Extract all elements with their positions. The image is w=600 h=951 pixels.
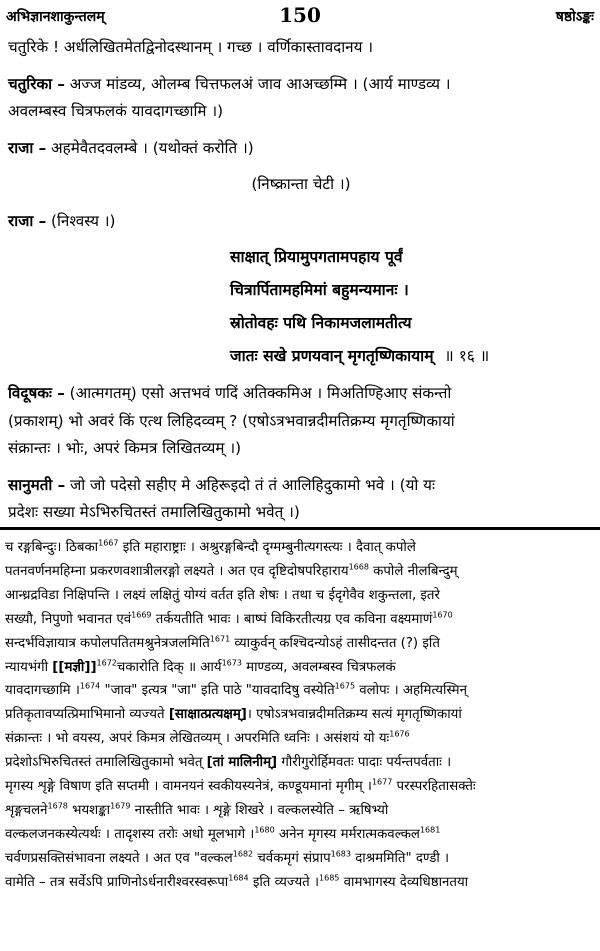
note-line: सन्दर्भविज्ञायात्र कपोलपतितमश्रुनेत्रजलमिति$^{1671}$ व्याकुर्वन् कश्चिदन्योऽहं तासीदन्तत (?) इति [5,634,440,651]
note-ref: 1679 [110,801,131,811]
note-ref: 1671 [209,634,231,644]
note-line: वल्कलजनकस्येत्यर्थः । तादृशस्य तरोः अधो मूलभागे ।$^{1680}$ अनेन मृगस्य मर्मरात्मकवल्कल$^{1681}$ [5,825,441,842]
dialogue-vidushaka-cont: संक्रान्तः । भोः, अपरं किमत्र लिखितव्यम् ।) [8,439,242,457]
dialogue-vidushaka-cont: (प्रकाशम्) भो अवरं किं एत्थ लिहिदव्वम् ? (एषोऽत्रभवान्नदीमतिक्रम्य मृगतृष्णिकायां [8,411,455,430]
note-ref: 1682 [232,849,254,859]
dialogue-chaturika: चतुरिका – अज्ज मांडव्य, ओलम्ब चित्तफलअं जाव आअच्छम्मि । (आर्य माण्डव्य । [8,74,451,93]
speaker-sanumati: सानुमती – [8,475,66,494]
note-ref: 1685 [319,873,340,883]
note-line: आन्ध्रद्रविडा निक्षिपन्ति । लक्ष्यं लक्षितुं योग्यं वर्तत इति शेषः । तथा च ईदृगेवैव शकुन्तला, इतरे [5,587,440,603]
running-title: अभिज्ञानशाकुन्तलम् [6,9,105,25]
note-line: सख्यौ, निपुणो भवानत एवं$^{1669}$ तर्कयतीति भावः । बाष्पं विकिरतीत्यग्र एव कविना वक्ष्यमाणं$^{1670}$ [5,610,453,627]
note-line: संक्रान्तः । भो वयस्य, अपरं किमत्र लेखितव्यम् । अपरमिति ध्वनिः । असंशयं यो यः$^{1676}$ [5,729,410,747]
line-chaturike-address: चतुरिके ! अर्धलिखितमेतद्विनोदस्थानम् । गच्छ । वर्णिकास्तावदानय । [8,38,373,56]
speaker-raja: राजा – [8,211,47,230]
verse-number: ॥ १६ ॥ [444,347,490,365]
dialogue-sanumati-cont: प्रदेशः सख्या मेऽभिरुचितस्तं तमालिखितुकामो भवेत् ।) [8,503,300,521]
note-ref: 1683 [330,849,351,859]
stage-direction-exit: (निष्क्रान्ता चेटी ।) [251,175,351,193]
speaker-vidushaka: विदूषकः – [8,384,65,402]
note-line: यावदागच्छामि ।$^{1674}$ "जाव" इत्यत्र "जा" इति पाठे "यावदादिषु वस्येति$^{1675}$ वलोपः । अहमित्यस्मिन् [5,682,467,699]
note-ref: 1669 [131,610,152,620]
note-ref: 1668 [348,562,369,572]
note-line: प्रतिकृतावप्यत्प्रिमाभिमानो व्यज्यते [साक्षात्प्रत्यक्षम्]। एषोऽत्रभवान्नदीमतिक्रम्य सत्यं मृगतृष्णिकायां [5,707,462,723]
page-header [6,3,594,27]
speaker-chaturika: चतुरिका – [8,74,65,93]
note-ref: 1680 [254,825,275,835]
dialogue-chaturika-cont: अवलम्बस्व चित्रफलकं यावदागच्छामि ।) [8,102,224,120]
note-ref: 1677 [371,777,393,787]
verse-line: चित्रार्पितामहमिमां बहुमन्यमानः । [230,281,409,299]
note-line: प्रदेशोऽभिरुचितस्तं तमालिखितुकामो भवेत् [तां मालिनीम्] गौरीगुरोर्हिमवतः पादाः पर्यन्तपर्वताः । [5,755,452,771]
note-line: वामेति – तत्र सर्वेऽपि प्राणिनोऽर्धनारीश्वरस्वरूपा$^{1684}$ इति व्यज्यते ।$^{1685}$ वामभागस्य देव्यधिष्ठानतया [5,873,469,890]
note-ref: 1678 [47,801,68,811]
dialogue-vidushaka: विदूषकः – (आत्मगतम्) एसो अत्तभवं णदिं अतिक्कमिअ । मिअतिण्हिआए संकन्तो [8,384,452,402]
note-ref: 1674 [79,682,101,692]
note-line: शृङ्गचलने$^{1678}$ भयशङ्का$^{1679}$ नास्तीति भावः । शृङ्गे शिखरे । वल्कलस्येति – ऋषिभ्यो [5,801,389,818]
note-ref: 1675 [334,682,356,692]
note-ref: 1670 [432,610,453,620]
verse-line: जातः सखे प्रणयवान् मृगतृष्णिकायाम् ॥ १६ ॥ [230,347,490,365]
verse-line: साक्षात् प्रियामुपगतामपहाय पूर्वं [230,248,403,266]
dialogue-sanumati: सानुमती – जो जो पदेसो सहीए मे अहिरूइदो तं तं आलिहिदुकामो भवे । (यो यः [8,475,436,494]
verse-line: स्रोतोवहः पथि निकामजलामतीत्य [230,314,412,332]
note-line: चर्वणप्रसक्तिसंभावना लक्ष्यते । अत एव "वल्कल$^{1682}$ चर्वकमृगं संप्राप$^{1683}$ दाश्रममिति" दण्डी । [5,849,450,866]
dialogue-raja-1: राजा – अहमेवैतदवलम्बे । (यथोक्तं करोति ।) [8,138,254,157]
commentary-notes [5,536,596,895]
note-ref: 1676 [389,729,410,739]
note-line: च रङ्गबिन्दुः। ठिबका$^{1667}$ इति महाराष्ट्राः । अश्रुरङ्गबिन्दौ दृग्मम्बुनीत्यगस्त्यः । दैवात् कपोले [5,538,416,555]
note-line: न्यायभंगी [[मज्ञी]]$^{1672}$चकारोति दिक् ॥ आर्य$^{1673}$ माण्डव्य, अवलम्बस्व चित्रफलकं [5,658,396,675]
note-ref: 1673 [221,658,242,668]
verse-block [230,241,594,373]
note-ref: 1672 [96,658,117,668]
note-line: मृगस्य शृङ्गे विषाण इति सप्तमी । वामनयनं स्वकीयस्यनेत्रं, कण्डूयमानां मृगीम् ।$^{1677}$ परस्परहितासक्तेः [5,777,476,795]
note-line: पतनवर्णनमहिम्ना प्रकरणवशात्रीलरङ्गो लक्ष्यते । अत एव दृष्टिदोषपरिहाराय$^{1668}$ कपोले नीलबिन्दुम् [5,562,458,579]
dialogue-raja-2: राजा – (निश्वस्य ।) [8,211,116,230]
note-ref: 1684 [228,873,249,883]
footnote-divider [0,527,600,530]
page-number: 150 [279,3,321,27]
speaker-raja: राजा – [8,138,47,157]
note-ref: 1667 [98,538,119,548]
main-text [8,34,594,527]
note-ref: 1681 [419,825,441,835]
chapter-title: षष्ठोऽङ्कः [555,9,594,25]
